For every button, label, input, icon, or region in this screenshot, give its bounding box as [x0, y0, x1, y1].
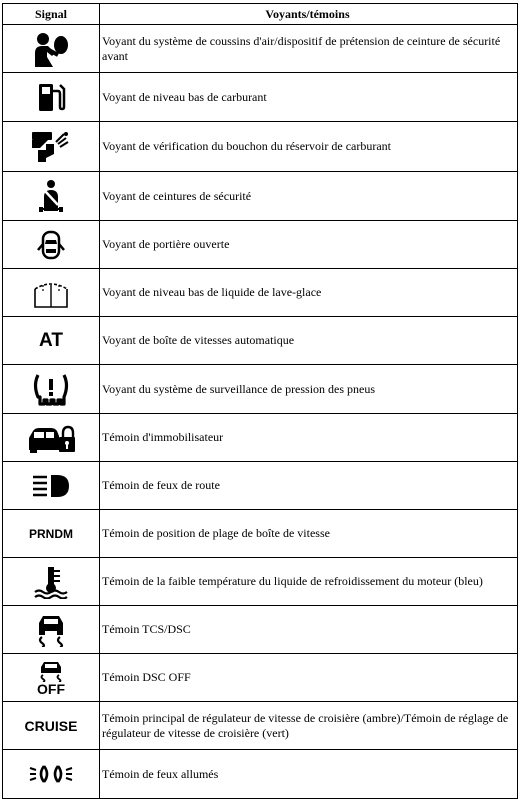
table-row	[3, 220, 517, 268]
row-text: Témoin principal de régulateur de vitesse de croisière (ambre)/Témoin de réglage de régulateur de vitesse de croisière (vert)	[102, 710, 509, 740]
table-row	[3, 316, 517, 364]
table-header-row	[3, 4, 517, 24]
row-text: Témoin de feux de route	[102, 478, 220, 492]
row-text: Témoin DSC OFF	[102, 670, 191, 684]
table-row	[3, 557, 517, 605]
table-row	[3, 72, 517, 121]
table-row	[3, 413, 517, 461]
door-open-icon	[36, 229, 66, 261]
at-text-icon: AT	[39, 329, 63, 351]
table-row	[3, 364, 517, 413]
row-text: Voyant de niveau bas de liquide de lave-glace	[102, 285, 322, 299]
prndm-text-icon: PRNDM	[29, 526, 73, 541]
seatbelt-icon	[37, 179, 65, 213]
header-voyants: Voyants/témoins	[265, 6, 350, 21]
table-row	[3, 121, 517, 171]
cruise-text-icon: CRUISE	[24, 717, 78, 734]
table-row	[3, 171, 517, 220]
table-row	[3, 701, 517, 749]
indicator-table	[2, 3, 518, 799]
table-row	[3, 749, 517, 798]
row-text: Témoin d'immobilisateur	[102, 430, 224, 444]
row-text: Témoin de la faible température du liquide de refroidissement du moteur (bleu)	[102, 574, 483, 588]
lights-on-icon	[28, 763, 74, 785]
tire-pressure-icon	[30, 371, 72, 407]
table-row	[3, 461, 517, 509]
row-text: Témoin de feux allumés	[102, 766, 219, 781]
table-row	[3, 653, 517, 701]
washer-fluid-icon	[31, 277, 71, 309]
dsc-off-label: OFF	[37, 680, 65, 697]
row-text: Voyant de boîte de vitesses automatique	[102, 333, 295, 347]
row-text: Voyant du système de coussins d'air/dispositif de prétension de ceinture de sécurité avant	[102, 33, 501, 63]
table-row	[3, 24, 517, 72]
immobilizer-icon	[27, 422, 75, 454]
fuel-cap-check-icon	[30, 130, 72, 164]
row-text: Voyant du système de surveillance de pression des pneus	[102, 381, 376, 396]
row-text: Voyant de niveau bas de carburant	[102, 89, 267, 104]
high-beam-icon	[31, 473, 71, 499]
row-text: Voyant de vérification du bouchon du réservoir de carburant	[102, 139, 392, 153]
coolant-temp-icon	[31, 565, 71, 599]
airbag-person-icon	[31, 31, 71, 67]
tcs-dsc-icon	[33, 613, 69, 647]
dsc-off-icon	[37, 660, 65, 682]
table-row	[3, 509, 517, 557]
header-signal: Signal	[3, 4, 100, 24]
row-text: Témoin TCS/DSC	[102, 622, 191, 636]
table-row	[3, 605, 517, 653]
row-text: Voyant de ceintures de sécurité	[102, 188, 252, 203]
row-text: Voyant de portière ouverte	[102, 237, 230, 251]
row-text: Témoin de position de plage de boîte de vitesse	[102, 526, 330, 540]
table-row	[3, 268, 517, 316]
fuel-pump-icon	[36, 81, 66, 113]
